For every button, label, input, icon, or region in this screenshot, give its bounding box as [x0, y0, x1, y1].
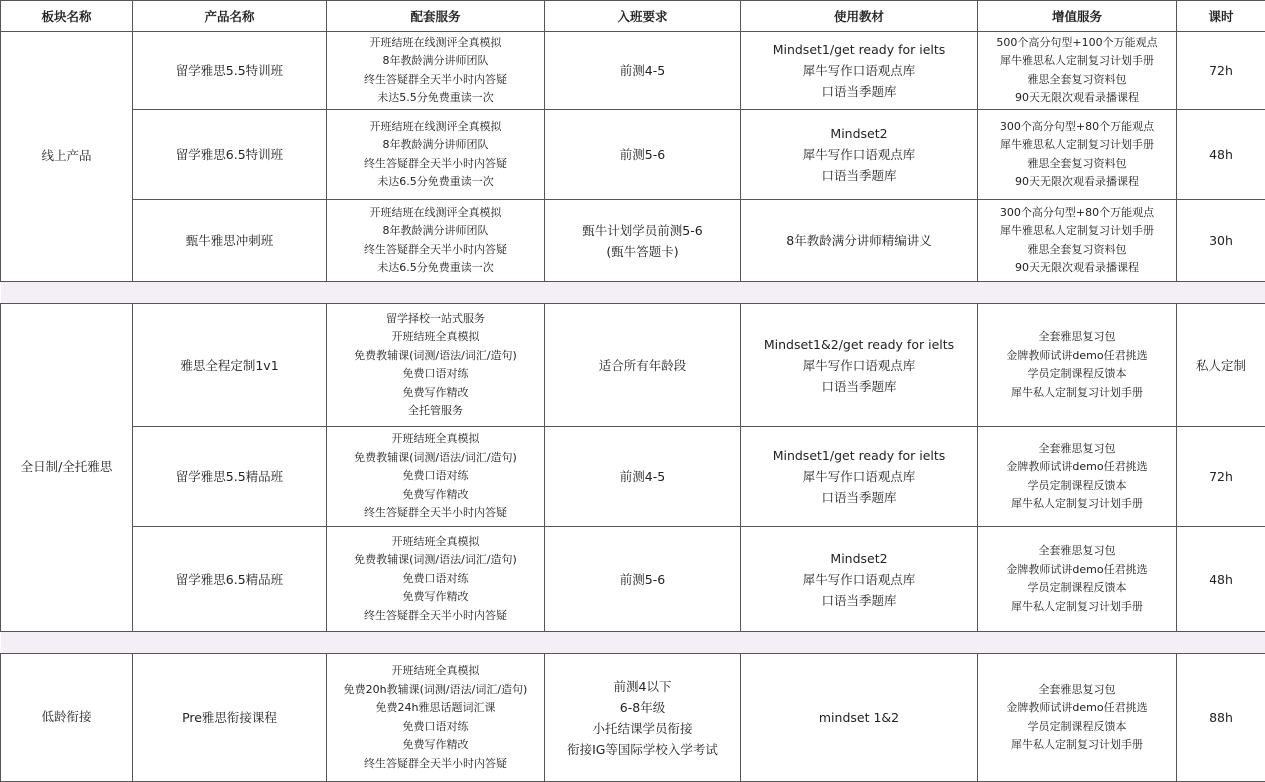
product-name-cell: 甄牛雅思冲刺班	[133, 200, 327, 282]
table-row	[1, 427, 1265, 527]
materials-cell-line: 犀牛写作口语观点库	[743, 466, 975, 487]
materials-cell-line: 犀牛写作口语观点库	[743, 60, 975, 81]
services-cell-line: 8年教龄满分讲师团队	[329, 136, 542, 155]
requirement-cell	[545, 32, 741, 110]
product-name-cell: Pre雅思衔接课程	[133, 654, 327, 782]
header-requirement: 入班要求	[545, 1, 741, 32]
services-cell-line: 开班结班在线测评全真模拟	[329, 118, 542, 137]
value-added-cell-line: 学员定制课程反馈本	[980, 477, 1174, 496]
services-cell-line: 终生答疑群全天半小时内答疑	[329, 504, 542, 523]
materials-cell-line: 8年教龄满分讲师精编讲义	[743, 230, 975, 251]
services-cell	[327, 304, 545, 427]
section-separator	[1, 632, 1265, 654]
services-cell-line: 开班结班全真模拟	[329, 430, 542, 449]
services-cell-line: 免费教辅课(词测/语法/词汇/造句)	[329, 551, 542, 570]
services-cell-line: 开班结班在线测评全真模拟	[329, 34, 542, 53]
header-hours: 课时	[1177, 1, 1265, 32]
value-added-cell	[978, 200, 1177, 282]
requirement-cell-line: 小托结课学员衔接	[547, 718, 738, 739]
materials-cell-line: Mindset2	[743, 123, 975, 144]
hours-cell: 私人定制	[1177, 304, 1265, 427]
category-cell: 低龄衔接	[1, 654, 133, 782]
value-added-cell-line: 300个高分句型+80个万能观点	[980, 204, 1174, 223]
materials-cell	[741, 304, 978, 427]
materials-cell-line: 犀牛写作口语观点库	[743, 355, 975, 376]
services-cell-line: 开班结班全真模拟	[329, 328, 542, 347]
product-name-cell: 雅思全程定制1v1	[133, 304, 327, 427]
materials-cell	[741, 427, 978, 527]
services-cell	[327, 110, 545, 200]
category-cell: 全日制/全托雅思	[1, 304, 133, 632]
section-separator	[1, 282, 1265, 304]
value-added-cell	[978, 427, 1177, 527]
value-added-cell-line: 90天无限次观看录播课程	[980, 259, 1174, 278]
value-added-cell-line: 雅思全套复习资料包	[980, 241, 1174, 260]
services-cell-line: 留学择校一站式服务	[329, 310, 542, 329]
value-added-cell	[978, 110, 1177, 200]
services-cell-line: 免费24h雅思话题词汇课	[329, 699, 542, 718]
product-name-cell: 留学雅思5.5精品班	[133, 427, 327, 527]
value-added-cell-line: 犀牛私人定制复习计划手册	[980, 495, 1174, 514]
value-added-cell-line: 学员定制课程反馈本	[980, 579, 1174, 598]
materials-cell	[741, 527, 978, 632]
hours-cell: 30h	[1177, 200, 1265, 282]
services-cell-line: 免费写作精改	[329, 736, 542, 755]
requirement-cell	[545, 110, 741, 200]
services-cell-line: 终生答疑群全天半小时内答疑	[329, 241, 542, 260]
services-cell-line: 未达5.5分免费重读一次	[329, 89, 542, 108]
services-cell-line: 免费教辅课(词测/语法/词汇/造句)	[329, 449, 542, 468]
value-added-cell-line: 300个高分句型+80个万能观点	[980, 118, 1174, 137]
materials-cell-line: 口语当季题库	[743, 487, 975, 508]
header-services: 配套服务	[327, 1, 545, 32]
services-cell-line: 终生答疑群全天半小时内答疑	[329, 71, 542, 90]
requirement-cell-line: 前测4以下	[547, 676, 738, 697]
services-cell-line: 免费口语对练	[329, 570, 542, 589]
value-added-cell-line: 金牌教师试讲demo任君挑选	[980, 458, 1174, 477]
services-cell-line: 8年教龄满分讲师团队	[329, 52, 542, 71]
requirement-cell	[545, 427, 741, 527]
hours-cell: 88h	[1177, 654, 1265, 782]
requirement-cell-line: 衔接IG等国际学校入学考试	[547, 739, 738, 760]
services-cell-line: 免费教辅课(词测/语法/词汇/造句)	[329, 347, 542, 366]
value-added-cell-line: 全套雅思复习包	[980, 542, 1174, 561]
category-cell: 线上产品	[1, 32, 133, 282]
value-added-cell-line: 犀牛雅思私人定制复习计划手册	[980, 52, 1174, 71]
header-product: 产品名称	[133, 1, 327, 32]
value-added-cell-line: 金牌教师试讲demo任君挑选	[980, 561, 1174, 580]
materials-cell-line: 犀牛写作口语观点库	[743, 569, 975, 590]
services-cell-line: 免费口语对练	[329, 365, 542, 384]
services-cell	[327, 654, 545, 782]
table-row	[1, 200, 1265, 282]
services-cell	[327, 527, 545, 632]
value-added-cell-line: 90天无限次观看录播课程	[980, 173, 1174, 192]
requirement-cell-line: 前测5-6	[547, 569, 738, 590]
services-cell-line: 免费口语对练	[329, 718, 542, 737]
services-cell-line: 终生答疑群全天半小时内答疑	[329, 155, 542, 174]
services-cell-line: 全托管服务	[329, 402, 542, 421]
value-added-cell-line: 犀牛私人定制复习计划手册	[980, 598, 1174, 617]
value-added-cell-line: 犀牛雅思私人定制复习计划手册	[980, 136, 1174, 155]
product-name-cell: 留学雅思6.5精品班	[133, 527, 327, 632]
materials-cell-line: Mindset1/get ready for ielts	[743, 445, 975, 466]
requirement-cell-line: (甄牛答题卡)	[547, 241, 738, 262]
services-cell-line: 免费口语对练	[329, 467, 542, 486]
services-cell	[327, 200, 545, 282]
materials-cell	[741, 654, 978, 782]
materials-cell	[741, 110, 978, 200]
services-cell-line: 终生答疑群全天半小时内答疑	[329, 755, 542, 774]
value-added-cell-line: 500个高分句型+100个万能观点	[980, 34, 1174, 53]
services-cell-line: 未达6.5分免费重读一次	[329, 173, 542, 192]
value-added-cell-line: 学员定制课程反馈本	[980, 718, 1174, 737]
table-body	[1, 32, 1265, 782]
materials-cell-line: Mindset1&2/get ready for ielts	[743, 334, 975, 355]
materials-cell-line: 口语当季题库	[743, 590, 975, 611]
value-added-cell-line: 雅思全套复习资料包	[980, 155, 1174, 174]
hours-cell: 72h	[1177, 32, 1265, 110]
materials-cell-line: Mindset2	[743, 548, 975, 569]
header-materials: 使用教材	[741, 1, 978, 32]
requirement-cell-line: 前测4-5	[547, 466, 738, 487]
value-added-cell-line: 犀牛雅思私人定制复习计划手册	[980, 222, 1174, 241]
product-name-cell: 留学雅思5.5特训班	[133, 32, 327, 110]
value-added-cell-line: 学员定制课程反馈本	[980, 365, 1174, 384]
materials-cell	[741, 32, 978, 110]
value-added-cell-line: 雅思全套复习资料包	[980, 71, 1174, 90]
services-cell-line: 开班结班全真模拟	[329, 662, 542, 681]
services-cell-line: 免费写作精改	[329, 486, 542, 505]
value-added-cell-line: 金牌教师试讲demo任君挑选	[980, 699, 1174, 718]
value-added-cell	[978, 527, 1177, 632]
value-added-cell-line: 全套雅思复习包	[980, 440, 1174, 459]
services-cell-line: 开班结班全真模拟	[329, 533, 542, 552]
services-cell	[327, 427, 545, 527]
services-cell	[327, 32, 545, 110]
requirement-cell-line: 6-8年级	[547, 697, 738, 718]
materials-cell-line: Mindset1/get ready for ielts	[743, 39, 975, 60]
section-separator-cell	[1, 282, 1265, 304]
materials-cell-line: mindset 1&2	[743, 707, 975, 728]
value-added-cell	[978, 304, 1177, 427]
requirement-cell-line: 前测4-5	[547, 60, 738, 81]
table-row	[1, 527, 1265, 632]
services-cell-line: 8年教龄满分讲师团队	[329, 222, 542, 241]
value-added-cell-line: 全套雅思复习包	[980, 681, 1174, 700]
table-row	[1, 32, 1265, 110]
services-cell-line: 免费写作精改	[329, 384, 542, 403]
requirement-cell	[545, 527, 741, 632]
requirement-cell-line: 前测5-6	[547, 144, 738, 165]
services-cell-line: 终生答疑群全天半小时内答疑	[329, 607, 542, 626]
value-added-cell-line: 犀牛私人定制复习计划手册	[980, 384, 1174, 403]
value-added-cell-line: 金牌教师试讲demo任君挑选	[980, 347, 1174, 366]
services-cell-line: 开班结班在线测评全真模拟	[329, 204, 542, 223]
value-added-cell-line: 犀牛私人定制复习计划手册	[980, 736, 1174, 755]
table-row	[1, 110, 1265, 200]
value-added-cell	[978, 32, 1177, 110]
header-category: 板块名称	[1, 1, 133, 32]
value-added-cell	[978, 654, 1177, 782]
materials-cell-line: 口语当季题库	[743, 81, 975, 102]
materials-cell-line: 口语当季题库	[743, 376, 975, 397]
requirement-cell	[545, 200, 741, 282]
product-name-cell: 留学雅思6.5特训班	[133, 110, 327, 200]
materials-cell-line: 犀牛写作口语观点库	[743, 144, 975, 165]
table-row	[1, 654, 1265, 782]
requirement-cell	[545, 304, 741, 427]
value-added-cell-line: 90天无限次观看录播课程	[980, 89, 1174, 108]
table-header-row	[1, 1, 1265, 32]
requirement-cell	[545, 654, 741, 782]
hours-cell: 72h	[1177, 427, 1265, 527]
services-cell-line: 未达6.5分免费重读一次	[329, 259, 542, 278]
hours-cell: 48h	[1177, 110, 1265, 200]
requirement-cell-line: 甄牛计划学员前测5-6	[547, 220, 738, 241]
hours-cell: 48h	[1177, 527, 1265, 632]
requirement-cell-line: 适合所有年龄段	[547, 355, 738, 376]
materials-cell	[741, 200, 978, 282]
header-value-added: 增值服务	[978, 1, 1177, 32]
services-cell-line: 免费20h教辅课(词测/语法/词汇/造句)	[329, 681, 542, 700]
section-separator-cell	[1, 632, 1265, 654]
table-row	[1, 304, 1265, 427]
services-cell-line: 免费写作精改	[329, 588, 542, 607]
materials-cell-line: 口语当季题库	[743, 165, 975, 186]
value-added-cell-line: 全套雅思复习包	[980, 328, 1174, 347]
